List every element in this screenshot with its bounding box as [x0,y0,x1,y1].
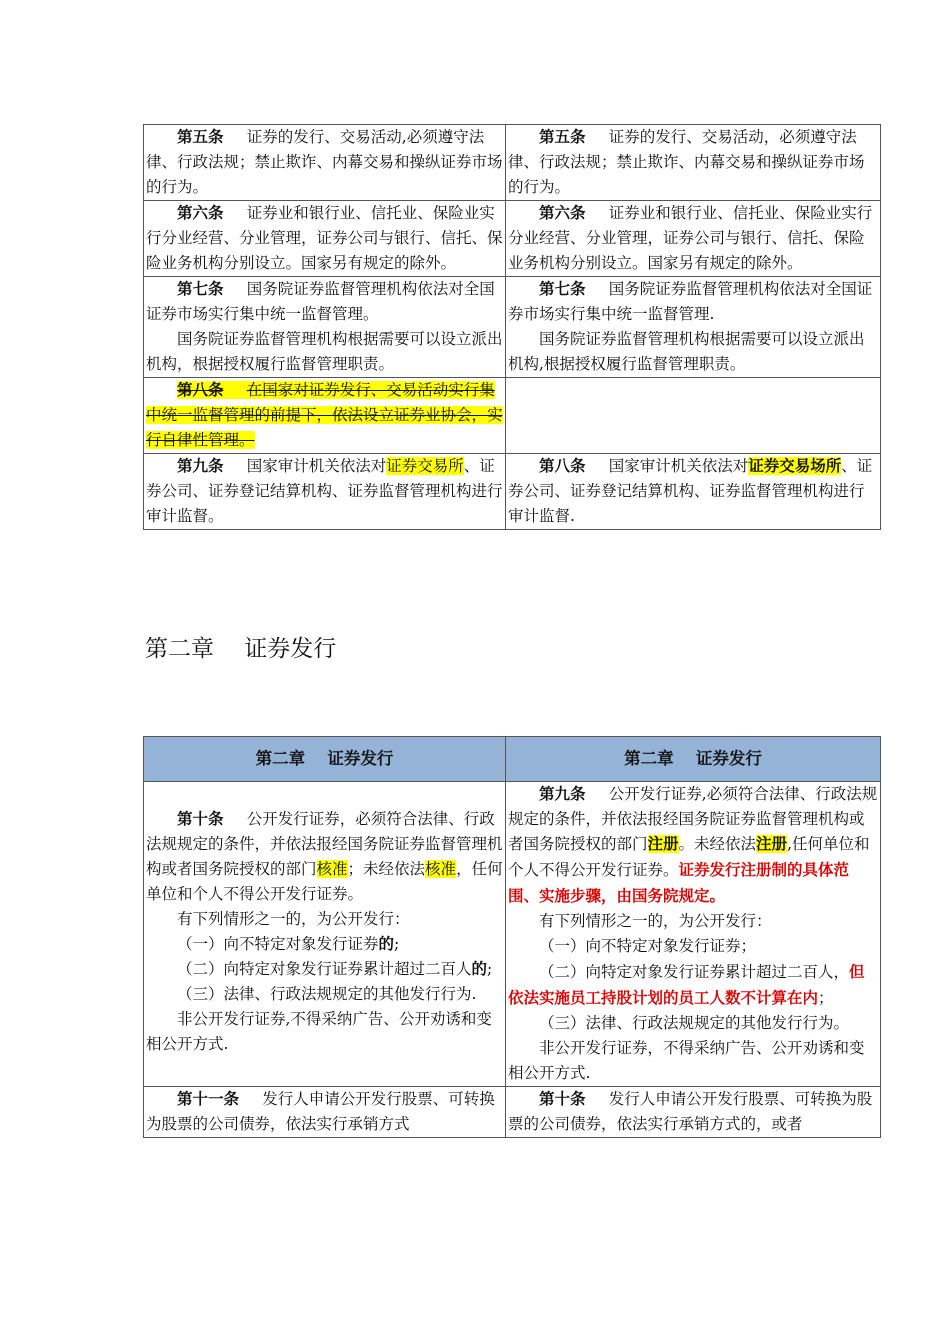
table-header-row [144,737,881,782]
table-row [144,782,881,1087]
table-row [144,1087,881,1138]
old-article-10: 第十条 公开发行证券，必须符合法律、行政法规规定的条件，并依法报经国务院证券监督管理机构或者国务院授权的部门核准；未经依法核准，任何单位和个人不得公开发行证券。 有下列情形之一的，为公开发行： （一）向不特定对象发行证券的; （二）向特定对象发行证券累计超过二百人的; （三）法律、行政法规规定的其他发行行为. 非公开发行证券,不得采纳广告、公开劝诱和变相公开方式. [144,782,506,1087]
old-article-8-deleted: 第八条 在国家对证券发行、交易活动实行集中统一监督管理的前提下，依法设立证券业协会，实行自律性管理。 [144,378,506,454]
old-article-11: 第十一条 发行人申请公开发行股票、可转换为股票的公司债券，依法实行承销方式 [144,1087,506,1138]
old-article-5: 第五条 证券的发行、交易活动,必须遵守法律、行政法规；禁止欺诈、内幕交易和操纵证券市场的行为。 [144,125,506,201]
comparison-table-issuance [143,736,881,1138]
table-row [144,125,881,201]
new-article-7: 第七条 国务院证券监督管理机构依法对全国证券市场实行集中统一监督管理. 国务院证券监督管理机构根据需要可以设立派出机构,根据授权履行监督管理职责。 [506,277,881,378]
new-article-8: 第八条 国家审计机关依法对证券交易场所、证券公司、证券登记结算机构、证券监督管理机构进行审计监督. [506,454,881,530]
empty-cell [506,378,881,454]
comparison-table-general [143,124,881,530]
table-row [144,454,881,530]
old-article-7: 第七条 国务院证券监督管理机构依法对全国证券市场实行集中统一监督管理。 国务院证券监督管理机构根据需要可以设立派出机构，根据授权履行监督管理职责。 [144,277,506,378]
new-article-9: 第九条 公开发行证券,必须符合法律、行政法规规定的条件，并依法报经国务院证券监督管理机构或者国务院授权的部门注册。未经依法注册,任何单位和个人不得公开发行证券。证券发行注册制的具体范围、实施步骤，由国务院规定。 有下列情形之一的，为公开发行： （一）向不特定对象发行证券； （二）向特定对象发行证券累计超过二百人，但依法实施员工持股计划的员工人数不计算在内； （三）法律、行政法规规定的其他发行行为。 非公开发行证券，不得采纳广告、公开劝诱和变相公开方式. [506,782,881,1087]
table-row [144,378,881,454]
new-article-6: 第六条 证券业和银行业、信托业、保险业实行分业经营、分业管理，证券公司与银行、信托、保险业务机构分别设立。国家另有规定的除外。 [506,201,881,277]
header-new: 第二章 证券发行 [506,737,881,782]
table-row [144,277,881,378]
header-old: 第二章 证券发行 [144,737,506,782]
new-article-5: 第五条 证券的发行、交易活动，必须遵守法律、行政法规；禁止欺诈、内幕交易和操纵证券市场的行为。 [506,125,881,201]
old-article-6: 第六条 证券业和银行业、信托业、保险业实行分业经营、分业管理，证券公司与银行、信托、保险业务机构分别设立。国家另有规定的除外。 [144,201,506,277]
table-row [144,201,881,277]
new-article-10: 第十条 发行人申请公开发行股票、可转换为股票的公司债券，依法实行承销方式的，或者 [506,1087,881,1138]
chapter-heading: 第二章 证券发行 [145,636,337,662]
old-article-9: 第九条 国家审计机关依法对证券交易所、证券公司、证券登记结算机构、证券监督管理机构进行审计监督。 [144,454,506,530]
